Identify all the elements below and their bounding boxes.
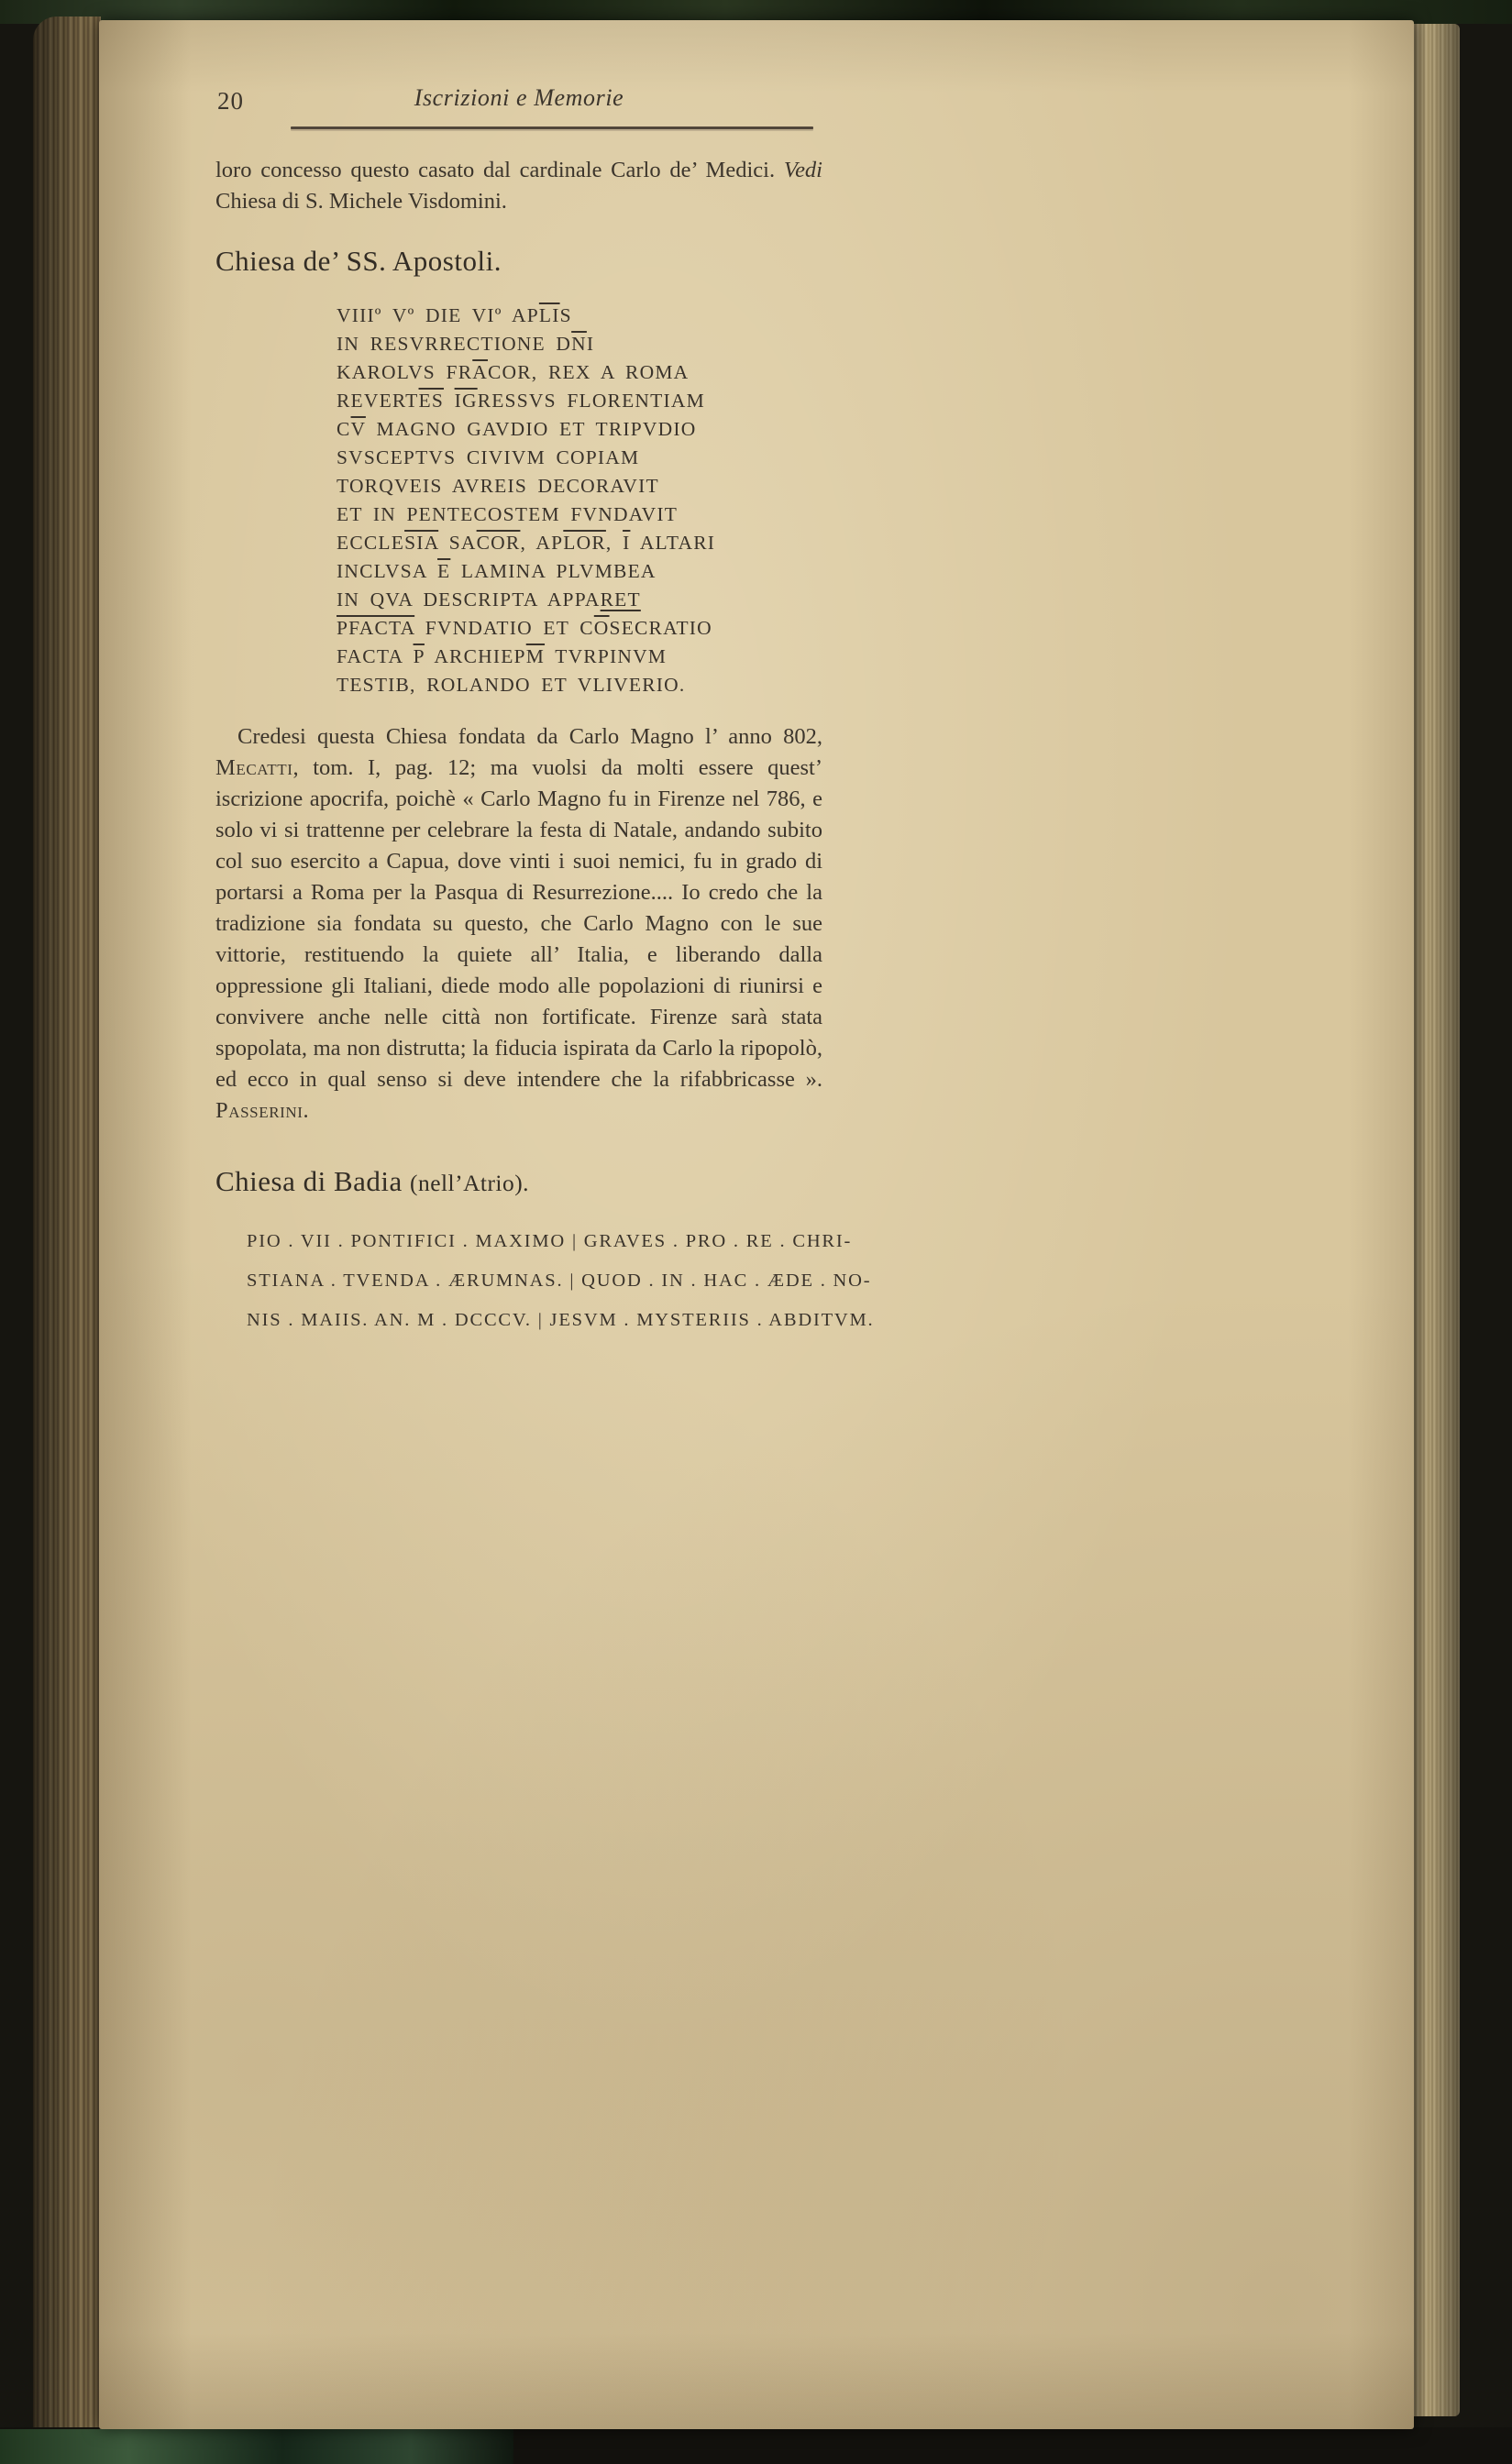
running-title: Iscrizioni e Memorie <box>414 84 624 111</box>
text-segment: Mecatti <box>215 755 293 780</box>
book-cloth-bottom <box>0 2429 513 2464</box>
text-line: INCLVSA $\overline{E}$ LAMINA PLVMBEA <box>337 560 657 582</box>
text-segment: Chiesa di Badia <box>215 1165 411 1197</box>
text-segment: Passerini <box>215 1098 304 1123</box>
text-segment: Chiesa di S. Michele Visdomini. <box>215 189 507 214</box>
text-line: PFACTA FVNDATIO ET $C\overline{O}SECRATIO$ <box>337 617 712 639</box>
text-line: IN RESVRRECTIONE $D\overline{N}I$ <box>337 333 595 355</box>
header-rule <box>291 126 813 129</box>
text-line: ET IN PENTECOSTEM FVNDAVIT <box>337 503 679 525</box>
text-line: FACTA $\overline{P}$ $ARCHIEP\overline{M}$ TVRPINVM <box>337 645 668 667</box>
text-segment: Credesi questa Chiesa fondata da Carlo Magno l’ anno 802, <box>237 724 822 749</box>
intro-paragraph <box>215 155 822 217</box>
text-line: VIIIº Vº DIE VIº $AP\overline{LI}S$ <box>337 304 572 326</box>
section-heading-apostoli: Chiesa de’ SS. Apostoli. <box>215 245 502 277</box>
commentary-paragraph <box>215 721 822 1127</box>
book-page <box>99 20 1414 2429</box>
text-line: STIANA . TVENDA . ÆRUMNAS. | QUOD . IN . HAC . ÆDE . NO- <box>247 1270 872 1291</box>
text-line: IN QVA DESCRIPTA APPARET <box>337 588 641 610</box>
text-line: KAROLVS $FR\overline{A}COR$, REX A ROMA <box>337 361 690 383</box>
text-segment: (nell’Atrio). <box>410 1171 530 1196</box>
left-page-edges <box>33 16 101 2442</box>
text-line: TESTIB, ROLANDO ET VLIVERIO. <box>337 674 686 696</box>
text-line: TORQVEIS AVREIS DECORAVIT <box>337 475 659 497</box>
running-head <box>215 84 822 119</box>
text-segment: Vedi <box>783 158 822 182</box>
page-number: 20 <box>217 87 244 115</box>
text-line: $ECCLE\overline{SIA}$ $SA\overline{COR}$, $AP\overline{LOR}$, $\overline{I}$ ALTARI <box>337 532 716 554</box>
page-content <box>215 84 875 1340</box>
text-line: $C\overline{V}$ MAGNO GAVDIO ET TRIPVDIO <box>337 418 697 440</box>
text-segment: loro concesso questo casato dal cardinale Carlo de’ Medici. <box>215 158 784 182</box>
text-line: SVSCEPTVS CIVIVM COPIAM <box>337 446 640 468</box>
text-line: $REVERT\overline{ES}$ $\overline{IG}RESSVS$ FLORENTIAM <box>337 390 705 412</box>
inscription-block <box>337 302 822 699</box>
section-heading-badia <box>215 1165 822 1198</box>
right-page-edges <box>1414 24 1460 2416</box>
text-line: NIS . MAIIS. AN. M . DCCCV. | JESVM . MYSTERIIS . ABDITVM. <box>247 1310 875 1330</box>
text-segment: . <box>303 1098 309 1123</box>
text-line: PIO . VII . PONTIFICI . MAXIMO | GRAVES . PRO . RE . CHRI- <box>247 1231 853 1251</box>
latin-inscription-block <box>247 1222 875 1340</box>
text-segment: , tom. I, pag. 12; ma vuolsi da molti essere quest’ iscrizione apocrifa, poichè « Carlo Magno fu in Firenze nel 786, e solo vi si trattenne per celebrare la festa di Natale, andando subito col suo esercito a Capua, dove vinti i suoi nemici, fu in grado di portarsi a Roma per la Pasqua di Resurrezione.... Io credo che la tradizione sia fondata su questo, che Carlo Magno con le sue vittorie, restituendo la quiete all’ Italia, e liberando dalla oppressione gli Italiani, diede modo alle popolazioni di riunirsi e convivere anche nelle città non fortificate. Firenze sarà stata spopolata, ma non distrutta; la fiducia ispirata da Carlo la ripopolò, ed ecco in qual senso si deve intendere che la rifabbricasse ». <box>215 755 822 1092</box>
